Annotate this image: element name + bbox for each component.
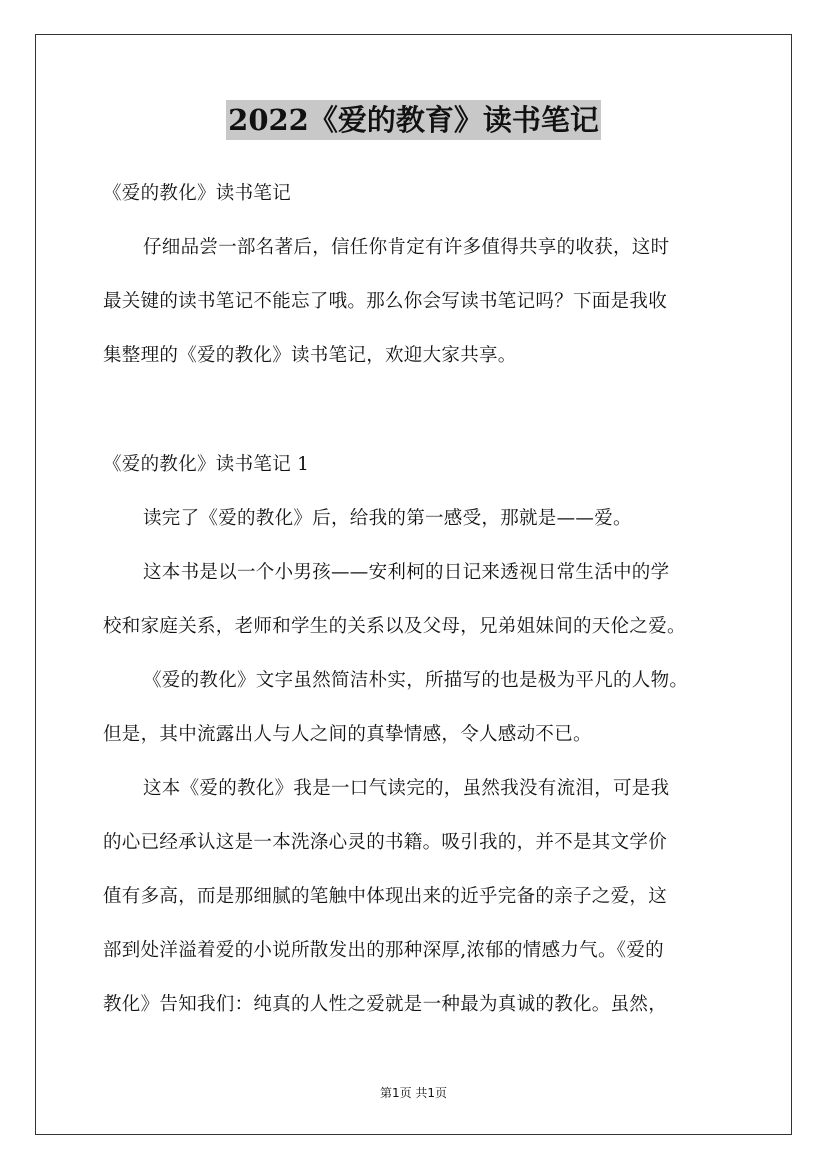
paragraph-line: 校和家庭关系，老师和学生的关系以及父母，兄弟姐妹间的天伦之爱。 <box>103 616 686 637</box>
section-heading: 《爱的教化》读书笔记 <box>103 183 292 204</box>
section-heading: 《爱的教化》读书笔记 1 <box>103 454 310 475</box>
paragraph-line: 集整理的《爱的教化》读书笔记，欢迎大家共享。 <box>103 345 517 366</box>
paragraph-line: 仔细品尝一部名著后，信任你肯定有许多值得共享的收获，这时 <box>143 237 670 258</box>
document-title-wrap <box>0 100 827 140</box>
paragraph-line: 《爱的教化》文字虽然简洁朴实，所描写的也是极为平凡的人物。 <box>143 670 689 691</box>
paragraph-line: 这本《爱的教化》我是一口气读完的，虽然我没有流泪，可是我 <box>143 778 670 799</box>
paragraph-line: 部到处洋溢着爱的小说所散发出的那种深厚,浓郁的情感力气。《爱的 <box>103 940 664 961</box>
paragraph-line: 值有多高，而是那细腻的笔触中体现出来的近乎完备的亲子之爱，这 <box>103 886 668 907</box>
paragraph-line: 最关键的读书笔记不能忘了哦。那么你会写读书笔记吗？下面是我收 <box>103 291 668 312</box>
paragraph-line: 但是，其中流露出人与人之间的真挚情感，令人感动不已。 <box>103 724 592 745</box>
paragraph-line: 读完了《爱的教化》后，给我的第一感受，那就是——爱。 <box>143 508 632 529</box>
paragraph-line: 的心已经承认这是一本洗涤心灵的书籍。吸引我的，并不是其文学价 <box>103 832 668 853</box>
paragraph-line: 这本书是以一个小男孩——安利柯的日记来透视日常生活中的学 <box>143 562 670 583</box>
page-footer: 第1页 共1页 <box>379 1086 448 1100</box>
document-title: 2022《爱的教育》读书笔记 <box>226 100 601 140</box>
paragraph-line: 教化》告知我们：纯真的人性之爱就是一种最为真诚的教化。虽然， <box>103 994 668 1015</box>
